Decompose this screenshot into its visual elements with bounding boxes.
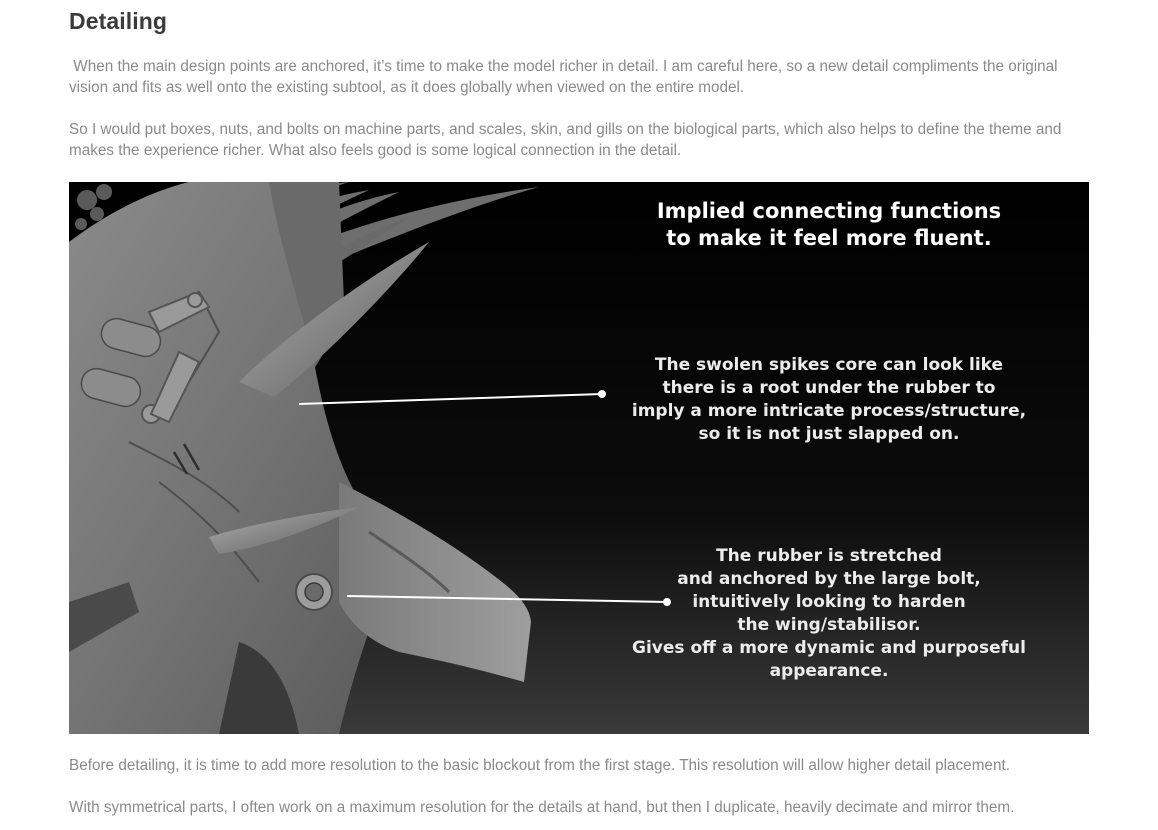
caption-line: so it is not just slapped on.	[698, 424, 960, 444]
caption-line: intuitively looking to harden	[692, 592, 966, 612]
caption-line: there is a root under the rubber to	[662, 378, 996, 398]
bolt-detail	[296, 574, 332, 610]
section-title: Detailing	[69, 8, 168, 34]
caption-line: the wing/stabilisor.	[737, 615, 921, 635]
caption-line: Gives off a more dynamic and purposeful	[632, 638, 1026, 658]
caption-connecting-functions	[629, 198, 1029, 252]
caption-swollen-spikes	[629, 354, 1029, 446]
paragraph-resolution: Before detailing, it is time to add more resolution to the basic blockout from the first stage. This resolution will allow higher detail placement.	[69, 757, 1010, 774]
paragraph-theme: So I would put boxes, nuts, and bolts on machine parts, and scales, skin, and gills on the biological parts, which also helps to define the theme and makes the experience richer. What also feels good is some logical connection in the detail.	[69, 121, 1062, 159]
caption-line: and anchored by the large bolt,	[677, 569, 981, 589]
caption-line: to make it feel more fluent.	[666, 226, 992, 250]
caption-line: imply a more intricate process/structure,	[631, 401, 1027, 421]
caption-line: Implied connecting functions	[656, 199, 1002, 223]
caption-line: The swolen spikes core can look like	[654, 355, 1004, 375]
caption-line: appearance.	[769, 661, 889, 681]
paragraph-symmetry: With symmetrical parts, I often work on a maximum resolution for the details at hand, but then I duplicate, heavily decimate and mirror them.	[69, 799, 1015, 816]
caption-rubber-stretched	[629, 545, 1029, 683]
sculpt-render-image	[69, 182, 1089, 734]
paragraph-intro: When the main design points are anchored, it’s time to make the model richer in detail. I am careful here, so a new detail compliments the original vision and fits as well onto the existing subtool, as it does globally when viewed on the entire model.	[69, 58, 1062, 96]
caption-line: The rubber is stretched	[716, 546, 942, 566]
